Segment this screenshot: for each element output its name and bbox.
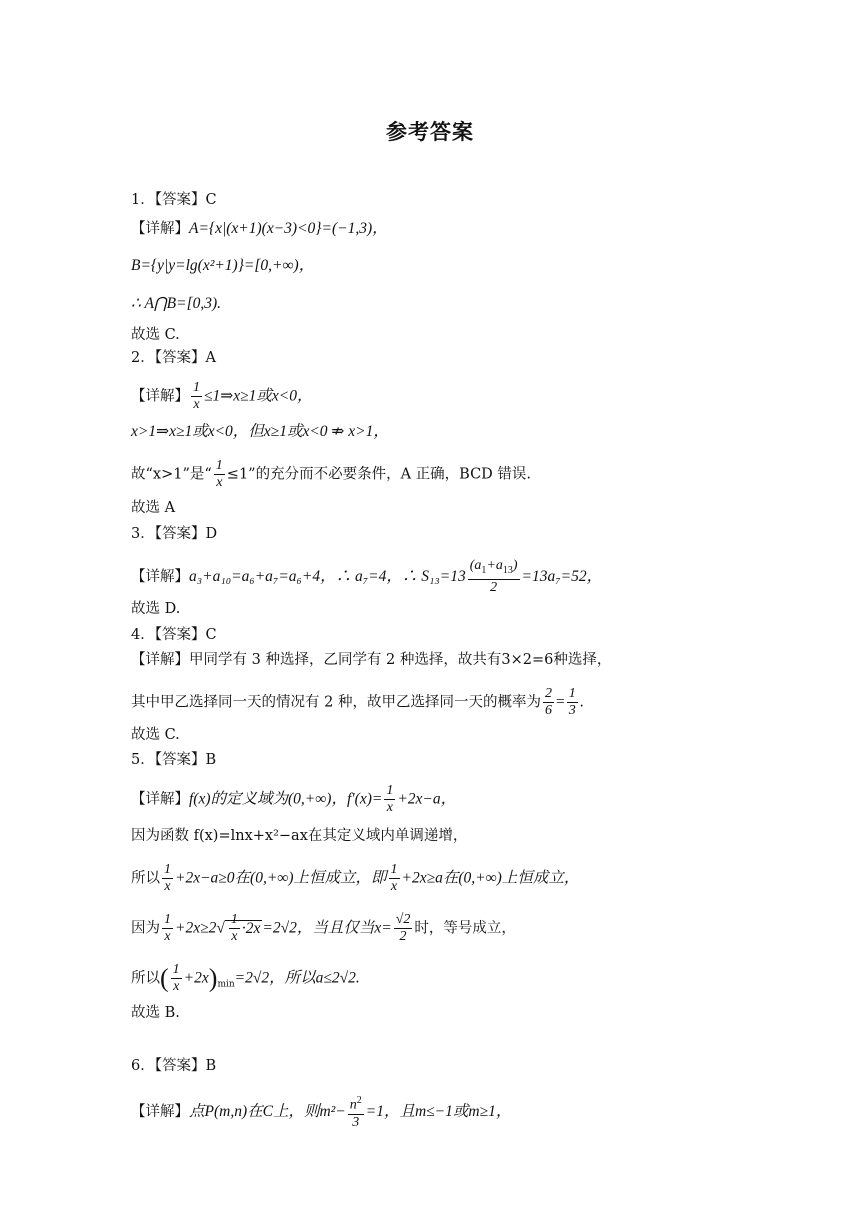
fraction-1-over-3: $\frac{1}{3}$: [568, 686, 576, 718]
sqrt-expression: $\frac{1}{x}$ ·2x: [225, 920, 263, 937]
q2-detail-line3: 故“x>1”是“ $\frac{1}{x}$ ≤1”的充分而不必要条件，A 正确，BCD 错误.: [131, 458, 532, 490]
fraction-1-over-x: $\frac{1}{x}$: [193, 380, 200, 412]
fraction-1-over-x: $\frac{1}{x}$: [164, 862, 171, 894]
fraction-sqrt2-over-2: $\frac{√2}{2}$: [395, 912, 411, 944]
detail-tag: 【详解】: [131, 221, 189, 237]
q4-detail-line1: 【详解】甲同学有 3 种选择，乙同学有 2 种选择，故共有3×2=6种选择，: [131, 652, 612, 668]
page-title: 参考答案: [386, 120, 474, 144]
q5-conclusion: 故选 B.: [131, 1005, 180, 1021]
detail-tag: 【详解】: [131, 1103, 189, 1120]
q2-detail-line2: x>1⇒x≥1或x<0，但x≥1或x<0 ⇏ x>1，: [131, 423, 389, 440]
q5-detail-line5: 所以( $\frac{1}{x}$ $+2x)_{min}=2√2$，所以a≤2√2.: [131, 962, 360, 994]
fraction-2-over-6: $\frac{2}{6}$: [544, 686, 552, 718]
q5-detail-line3: 所以 $\frac{1}{x}$ +2x−a≥0在(0,+∞)上恒成立，即 $\frac{1}{x}$ +2x≥a在(0,+∞)上恒成立，: [131, 862, 580, 894]
q4-detail-line2: 其中甲乙选择同一天的情况有 2 种，故甲乙选择同一天的概率为 $\frac{2}{6}$ = $\frac{1}{3}$ .: [131, 686, 584, 718]
q5-answer: 5．【答案】B: [131, 752, 217, 768]
q4-answer: 4．【答案】C: [131, 627, 217, 643]
q4-conclusion: 故选 C.: [131, 727, 180, 743]
q2-answer: 2．【答案】A: [131, 350, 216, 366]
fraction-1-over-x: $\frac{1}{x}$: [164, 912, 171, 944]
q2-detail-line1: 【详解】 $\frac{1}{x}$ ≤1⇒x≥1或x<0，: [131, 380, 313, 412]
detail-tag: 【详解】: [131, 568, 189, 585]
fraction-n2-over-3: $\frac{n^2}{3}$: [349, 1095, 362, 1130]
q3-detail-line1: 【详解】a₃+a₁₀=a₆+a₇=a₆+4，∴ a₇=4，∴ S₁₃=13 $\frac{(a_1+a_{13})}{2}$ =13a₇=52，: [131, 558, 603, 595]
q2-conclusion: 故选 A: [131, 500, 176, 516]
detail-tag: 【详解】: [131, 791, 189, 808]
q5-detail-line4: 因为 $\frac{1}{x}$ +2x≥2√ $\frac{1}{x}$ ·2x =2√2，当且仅当x= $\frac{√2}{2}$ 时，等号成立，: [131, 912, 516, 944]
q1-conclusion: 故选 C.: [131, 327, 180, 343]
q1-formula-intersection: ∴ A⋂B=[0,3).: [131, 295, 222, 312]
fraction-1-over-x: $\frac{1}{x}$: [172, 962, 180, 994]
fraction-sum-over-2: $\frac{(a_1+a_{13})}{2}$: [469, 558, 518, 595]
q1-formula-a: A={x|(x+1)(x−3)<0}=(−1,3)，: [189, 220, 388, 237]
q6-detail-line1: 【详解】点P(m,n)在C上，则m²− $\frac{n^2}{3}$ =1，且m≤−1或m≥1，: [131, 1095, 512, 1130]
q5-detail-line2: 因为函数 f(x)=lnx+x²−ax在其定义域内单调递增，: [131, 828, 468, 844]
q3-answer: 3．【答案】D: [131, 526, 218, 542]
q1-answer: 1．【答案】C: [131, 192, 217, 208]
fraction-1-over-x: $\frac{1}{x}$: [390, 862, 398, 894]
q3-conclusion: 故选 D.: [131, 601, 181, 617]
fraction-1-over-x: $\frac{1}{x}$: [215, 458, 223, 490]
detail-tag: 【详解】: [131, 388, 189, 405]
q1-detail-line1: [131, 219, 388, 239]
q6-answer: 6．【答案】B: [131, 1058, 217, 1074]
fraction-1-over-x: $\frac{1}{x}$: [386, 783, 394, 815]
q1-formula-b: B={y|y=lg(x²+1)}=[0,+∞)，: [131, 257, 315, 274]
q5-detail-line1: 【详解】f(x)的定义域为(0,+∞)，f′(x)= $\frac{1}{x}$ +2x−a，: [131, 783, 457, 815]
